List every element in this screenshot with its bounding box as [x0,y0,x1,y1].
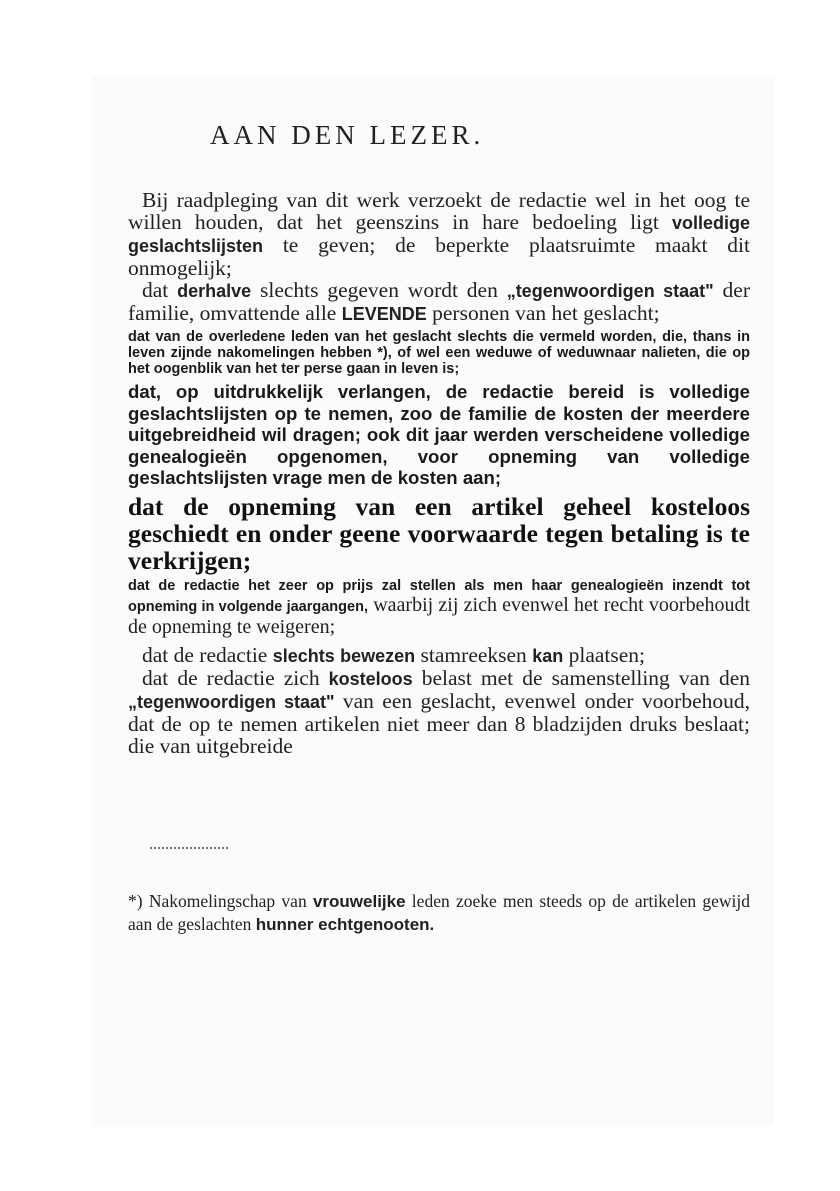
paragraph-2 [128,279,750,325]
bold-run: kan [532,645,564,666]
text-run: slechts gegeven wordt den [251,278,507,302]
bold-run: „tegenwoordigen staat" [128,691,335,712]
text-run: plaatsen; [563,642,646,667]
text-run: stamreeksen [415,642,533,667]
text-run: *) Nakomelingschap van [128,890,313,911]
text-run: Bij raadpleging van dit werk verzoekt de redactie wel in het oog te willen houden, dat het geenszins in hare bedoeling ligt [128,188,750,234]
paragraph-7 [128,644,750,667]
bold-run: LEVENDE [341,304,427,324]
paragraph-5: dat de opneming van een artikel geheel kosteloos geschiedt en onder geene voorwaarde tegen betaling is te verkrijgen; [128,491,750,575]
bold-run: bewezen [340,645,416,666]
page-title: AAN DEN LEZER. [210,120,485,150]
paragraph-4: dat, op uitdrukkelijk verlangen, de redactie bereid is volledige geslachtslijsten op te nemen, zoo de familie de kosten der meerdere uitgebreidheid wil dragen; ook dit jaar werden verscheidene volledige genealogieën opgenomen, voor opneming van volledige geslachtslijsten vrage men de kosten aan; [128,381,750,488]
paragraph-1 [128,189,750,279]
bold-run: volledige geslachtslijsten [128,213,750,256]
footnote [128,890,750,936]
paragraph-3: dat van de overledene leden van het geslacht slechts die vermeld worden, die, thans in leven zijnde nakomelingen hebben *), of wel een weduwe of weduwnaar nalieten, die op het oogenblik van het ter perse gaan in leven is; [128,329,750,377]
bold-run: kosteloos [328,668,413,689]
text-run: te geven; de beperkte plaatsruimte maakt dit onmogelijk; [128,233,750,280]
text-run: leden zoeke men steeds op de artikelen gewijd aan de geslachten [128,890,750,934]
text-run: van een geslacht, evenwel onder voorbehoud, dat de op te nemen artikelen niet meer dan 8 bladzijden druks beslaat; die van uitgebreide [128,688,750,758]
body-text [128,189,750,757]
bold-run: vrouwelijke [312,891,406,911]
bold-run: derhalve [177,281,252,301]
text-run: dat de redactie zich [142,665,329,690]
bold-run: hunner echtgenooten. [255,914,435,934]
sans-run: dat de redactie het zeer op prijs zal stellen als men haar genealogieën inzendt tot opneming in volgende jaargangen, [128,577,750,615]
text-run: personen van het geslacht; [426,301,660,325]
text-run: der familie, omvattende alle [128,278,750,325]
text-run: belast met de samenstelling van den [412,665,750,690]
bold-run: slechts [272,645,335,666]
text-run: dat de redactie [142,642,273,667]
paragraph-8 [128,667,750,757]
footnote-divider [150,847,228,849]
serif-run: waarbij zij zich evenwel het recht voorbehoudt de opneming te weigeren; [128,593,751,638]
text-run: dat [142,278,178,302]
page [92,76,774,1126]
paragraph-6 [128,578,750,638]
bold-run: „tegenwoordigen staat" [506,281,714,301]
